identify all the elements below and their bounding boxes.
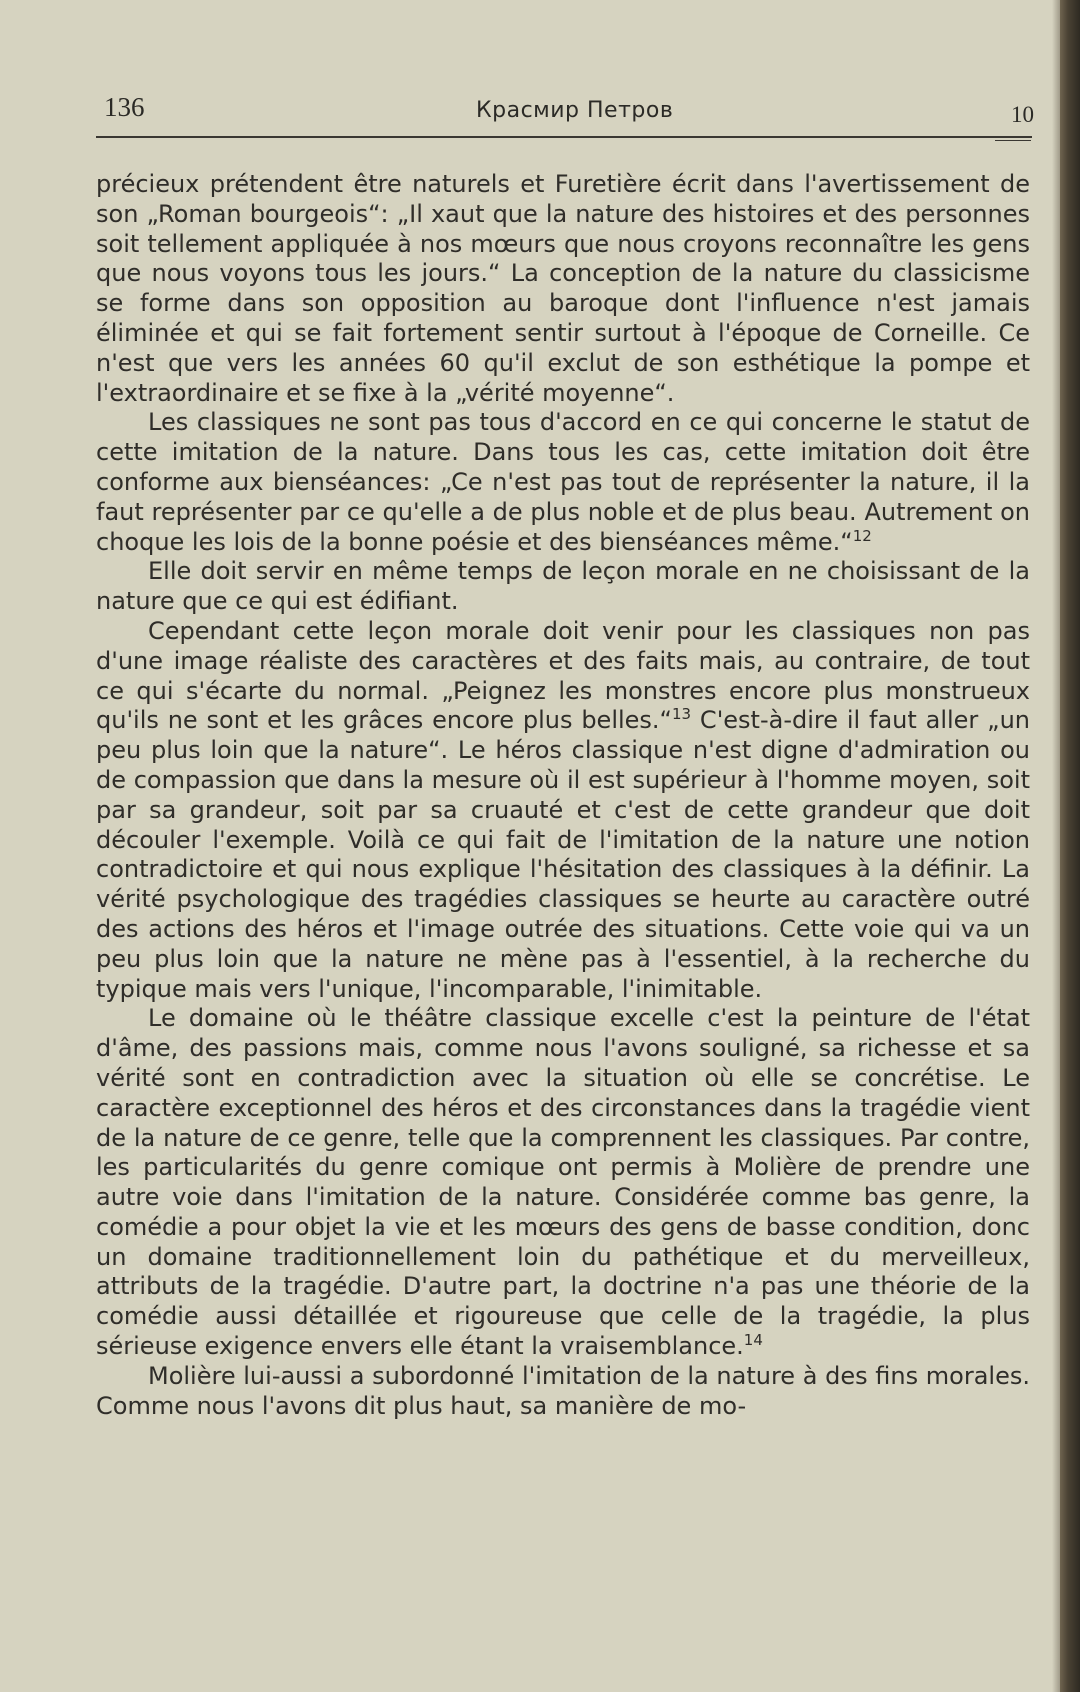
page-number: 136	[104, 92, 145, 122]
paragraph: Molière lui-aussi a subordonné l'imitation de la nature à des fins morales. Comme nous l'avons dit plus haut, sa manière de mo-	[96, 1361, 1030, 1420]
header-rule-tick	[995, 140, 1031, 141]
body-text	[96, 170, 1030, 1421]
footnote-marker: 14	[743, 1331, 763, 1350]
footnote-marker: 13	[672, 705, 692, 724]
header-rule	[96, 136, 1032, 138]
paragraph: Elle doit servir en même temps de leçon morale en ne choisissant de la nature que ce qui est édifiant.	[96, 557, 1030, 616]
book-spine	[1060, 0, 1080, 1692]
paragraph: Le domaine où le théâtre classique excelle c'est la peinture de l'état d'âme, des passions mais, comme nous l'avons souligné, sa richesse et sa vérité sont en contradiction avec la situation où elle se concrétise. Le caractère exceptionnel des héros et des circonstances dans la tragédie vient de la nature de ce genre, telle que la comprennent les classiques. Par contre, les particularités du genre comique ont permis à Molière de prendre une autre voie dans l'imitation de la nature. Considérée comme bas genre, la comédie a pour objet la vie et les mœurs des gens de basse condition, donc un domaine traditionnellement loin du pathétique et du merveilleux, attributs de la tragédie. D'autre part, la doctrine n'a pas une théorie de la comédie aussi détaillée et rigoureuse que celle de la tragédie, la plus sérieuse exigence envers elle étant la vraisemblance.$^{14}$	[96, 1004, 1030, 1361]
spine-shadow	[1052, 0, 1060, 1692]
paragraph: précieux prétendent être naturels et Furetière écrit dans l'avertissement de son „Roman bourgeois“: „Il xaut que la nature des histoires et des personnes soit tellement appliquée à nos mœurs que nous croyons reconnaître les gens que nous voyons tous les jours.“ La conception de la nature du classicisme se forme dans son opposition au baroque dont l'influence n'est jamais éliminée et qui se fait fortement sentir surtout à l'époque de Corneille. Ce n'est que vers les années 60 qu'il exclut de son esthétique la pompe et l'extraordinaire et se fixe à la „vérité moyenne“.	[96, 170, 1030, 407]
running-head-author: Красмир Петров	[476, 98, 674, 123]
paragraph: Les classiques ne sont pas tous d'accord en ce qui concerne le statut de cette imitation de la nature. Dans tous les cas, cette imitation doit être conforme aux bienséances: „Ce n'est pas tout de représenter la nature, il la faut représenter par ce qu'elle a de plus noble et de plus beau. Autrement on choque les lois de la bonne poésie et des bienséances même.“$^{12}$	[96, 408, 1030, 556]
footnote-marker: 12	[852, 526, 872, 545]
page-header	[104, 92, 1034, 132]
signature-mark: 10	[1011, 102, 1034, 127]
paragraph: Cependant cette leçon morale doit venir pour les classiques non pas d'une image réaliste des caractères et des faits mais, au contraire, de tout ce qui s'écarte du normal. „Peignez les monstres encore plus monstrueux qu'ils ne sont et les grâces encore plus belles.“$^{13}$ C'est-à-dire il faut aller „un peu plus loin que la nature“. Le héros classique n'est digne d'admiration ou de compassion que dans la mesure où il est supérieur à l'homme moyen, soit par sa grandeur, soit par sa cruauté et c'est de cette grandeur que doit découler l'exemple. Voilà ce qui fait de l'imitation de la nature une notion contradictoire et qui nous explique l'hésitation des classiques à la définir. La vérité psychologique des tragédies classiques se heurte au caractère outré des actions des héros et l'image outrée des situations. Cette voie qui va un peu plus loin que la nature ne mène pas à l'essentiel, à la recherche du typique mais vers l'unique, l'incomparable, l'inimitable.	[96, 616, 1030, 1003]
